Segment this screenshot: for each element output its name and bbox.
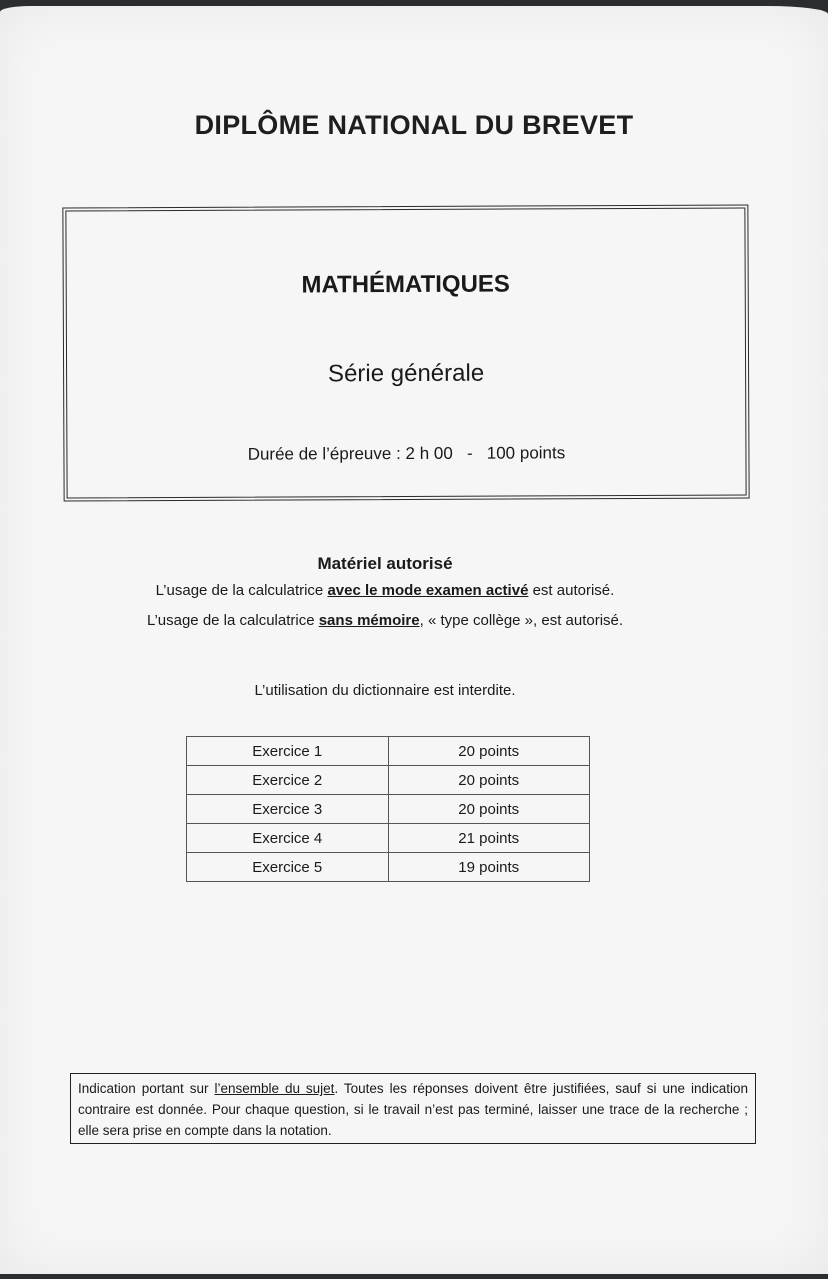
rule-emphasis: avec le mode examen activé (327, 582, 529, 599)
exercise-cell: Exercice 1 (187, 737, 389, 766)
subject-box (62, 205, 749, 502)
rule-text: , « type collège », est autorisé. (419, 612, 624, 629)
rule-text: est autorisé. (528, 582, 615, 599)
rule-text: L’usage de la calculatrice (146, 612, 319, 629)
table-row (187, 766, 590, 795)
exercise-cell: Exercice 4 (187, 824, 389, 853)
table-row (187, 853, 590, 882)
instructions-box (70, 1073, 756, 1144)
note-underlined: l’ensemble du sujet (214, 1081, 335, 1096)
exercise-cell: Exercice 3 (187, 795, 389, 824)
material-heading: Matériel autorisé (317, 554, 453, 573)
calculator-rule-exam-mode (0, 582, 770, 599)
exam-paper (0, 6, 828, 1274)
table-row (187, 824, 590, 853)
rule-emphasis: sans mémoire (318, 612, 420, 629)
points-cell: 20 points (388, 766, 590, 795)
points-cell: 20 points (388, 795, 590, 824)
duration-line: Durée de l’épreuve : 2 h 00 - 100 points (247, 443, 566, 464)
calculator-rule-no-memory (0, 612, 770, 629)
dictionary-rule: L’utilisation du dictionnaire est interdite. (254, 682, 516, 699)
points-table (186, 736, 590, 882)
exercise-cell: Exercice 2 (187, 766, 389, 795)
table-row (187, 737, 590, 766)
subject-title: MATHÉMATIQUES (301, 270, 510, 299)
exam-title: DIPLÔME NATIONAL DU BREVET (194, 110, 634, 140)
points-cell: 20 points (388, 737, 590, 766)
exercise-cell: Exercice 5 (187, 853, 389, 882)
table-row (187, 795, 590, 824)
points-cell: 19 points (388, 853, 590, 882)
note-text: Indication portant sur (78, 1081, 215, 1096)
note-text: . Toutes les réponses doivent être justifiées, sauf si une indication contraire est donnée. Pour chaque question, si le travail n’est pas terminé, laisser une trace de la recherche ; elle sera prise en compte dans la notation. (78, 1081, 748, 1138)
series-label: Série générale (327, 359, 485, 388)
rule-text: L’usage de la calculatrice (155, 582, 328, 599)
points-cell: 21 points (388, 824, 590, 853)
